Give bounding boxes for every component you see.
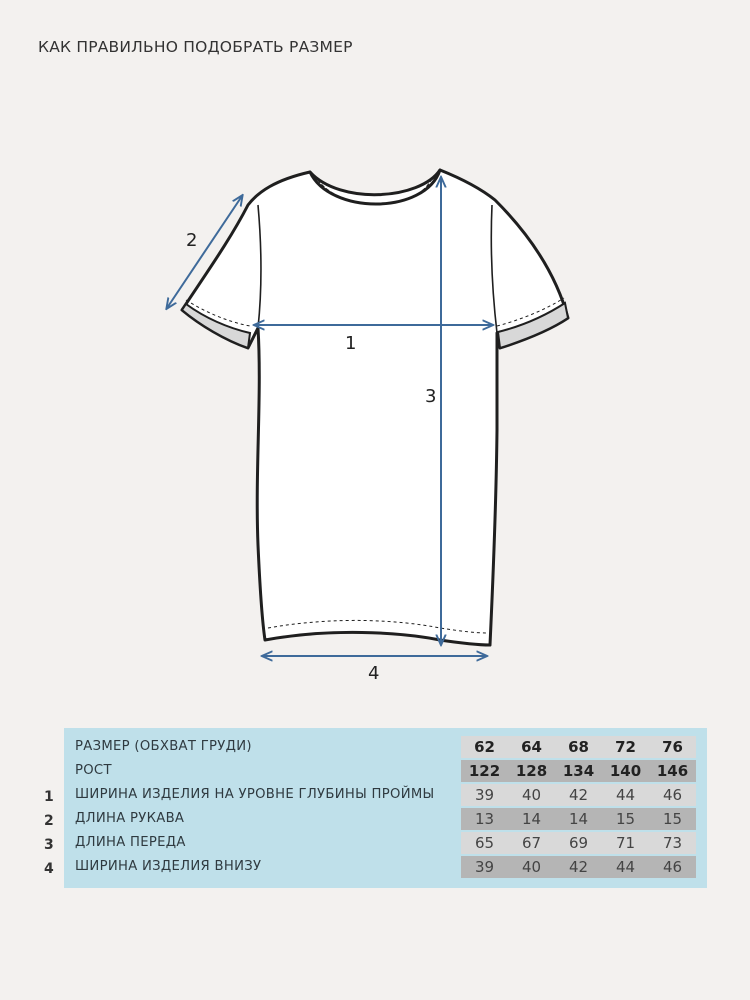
table-cell: 14 <box>521 810 542 828</box>
row-values <box>461 832 696 854</box>
table-cell: 46 <box>662 858 683 876</box>
table-cell: 40 <box>521 786 542 804</box>
page-title: КАК ПРАВИЛЬНО ПОДОБРАТЬ РАЗМЕР <box>38 38 353 56</box>
size-table <box>64 728 707 888</box>
row-number-4: 4 <box>44 861 54 877</box>
table-cell: 122 <box>468 762 501 780</box>
measure-label-2: 2 <box>186 230 198 251</box>
row-values <box>461 808 696 830</box>
table-cell: 44 <box>615 858 636 876</box>
table-cell: 42 <box>568 786 589 804</box>
table-cell: 15 <box>615 810 636 828</box>
table-cell: 46 <box>662 786 683 804</box>
row-values <box>461 736 696 758</box>
measure-label-4: 4 <box>368 663 380 684</box>
table-row-chest-width <box>64 784 707 808</box>
table-cell: 15 <box>662 810 683 828</box>
table-cell: 42 <box>568 858 589 876</box>
table-cell: 14 <box>568 810 589 828</box>
table-cell: 73 <box>662 834 683 852</box>
table-row-size <box>64 736 707 760</box>
table-cell: 62 <box>474 738 495 756</box>
row-label: ШИРИНА ИЗДЕЛИЯ НА УРОВНЕ ГЛУБИНЫ ПРОЙМЫ <box>75 787 435 802</box>
table-cell: 40 <box>521 858 542 876</box>
table-cell: 44 <box>615 786 636 804</box>
row-values <box>461 760 696 782</box>
table-row-front-length <box>64 832 707 856</box>
row-number-2: 2 <box>44 813 54 829</box>
table-cell: 72 <box>615 738 636 756</box>
table-cell: 13 <box>474 810 495 828</box>
row-number-3: 3 <box>44 837 54 853</box>
measure-label-1: 1 <box>345 333 357 354</box>
table-cell: 69 <box>568 834 589 852</box>
table-cell: 64 <box>521 738 542 756</box>
row-values <box>461 856 696 878</box>
table-cell: 140 <box>609 762 642 780</box>
table-row-sleeve-length <box>64 808 707 832</box>
row-label: РОСТ <box>75 763 112 778</box>
table-cell: 67 <box>521 834 542 852</box>
table-cell: 39 <box>474 786 495 804</box>
table-cell: 71 <box>615 834 636 852</box>
table-cell: 39 <box>474 858 495 876</box>
table-cell: 146 <box>656 762 689 780</box>
row-label: ДЛИНА РУКАВА <box>75 811 185 826</box>
row-label: ШИРИНА ИЗДЕЛИЯ ВНИЗУ <box>75 859 262 874</box>
table-cell: 68 <box>568 738 589 756</box>
table-cell: 134 <box>562 762 595 780</box>
measure-label-3: 3 <box>425 386 437 407</box>
table-row-bottom-width <box>64 856 707 880</box>
row-label: ДЛИНА ПЕРЕДА <box>75 835 186 850</box>
row-label: РАЗМЕР (ОБХВАТ ГРУДИ) <box>75 739 252 754</box>
table-cell: 128 <box>515 762 548 780</box>
table-row-height <box>64 760 707 784</box>
row-number-1: 1 <box>44 789 54 805</box>
tshirt-outline <box>182 170 568 645</box>
table-cell: 76 <box>662 738 683 756</box>
table-cell: 65 <box>474 834 495 852</box>
row-values <box>461 784 696 806</box>
